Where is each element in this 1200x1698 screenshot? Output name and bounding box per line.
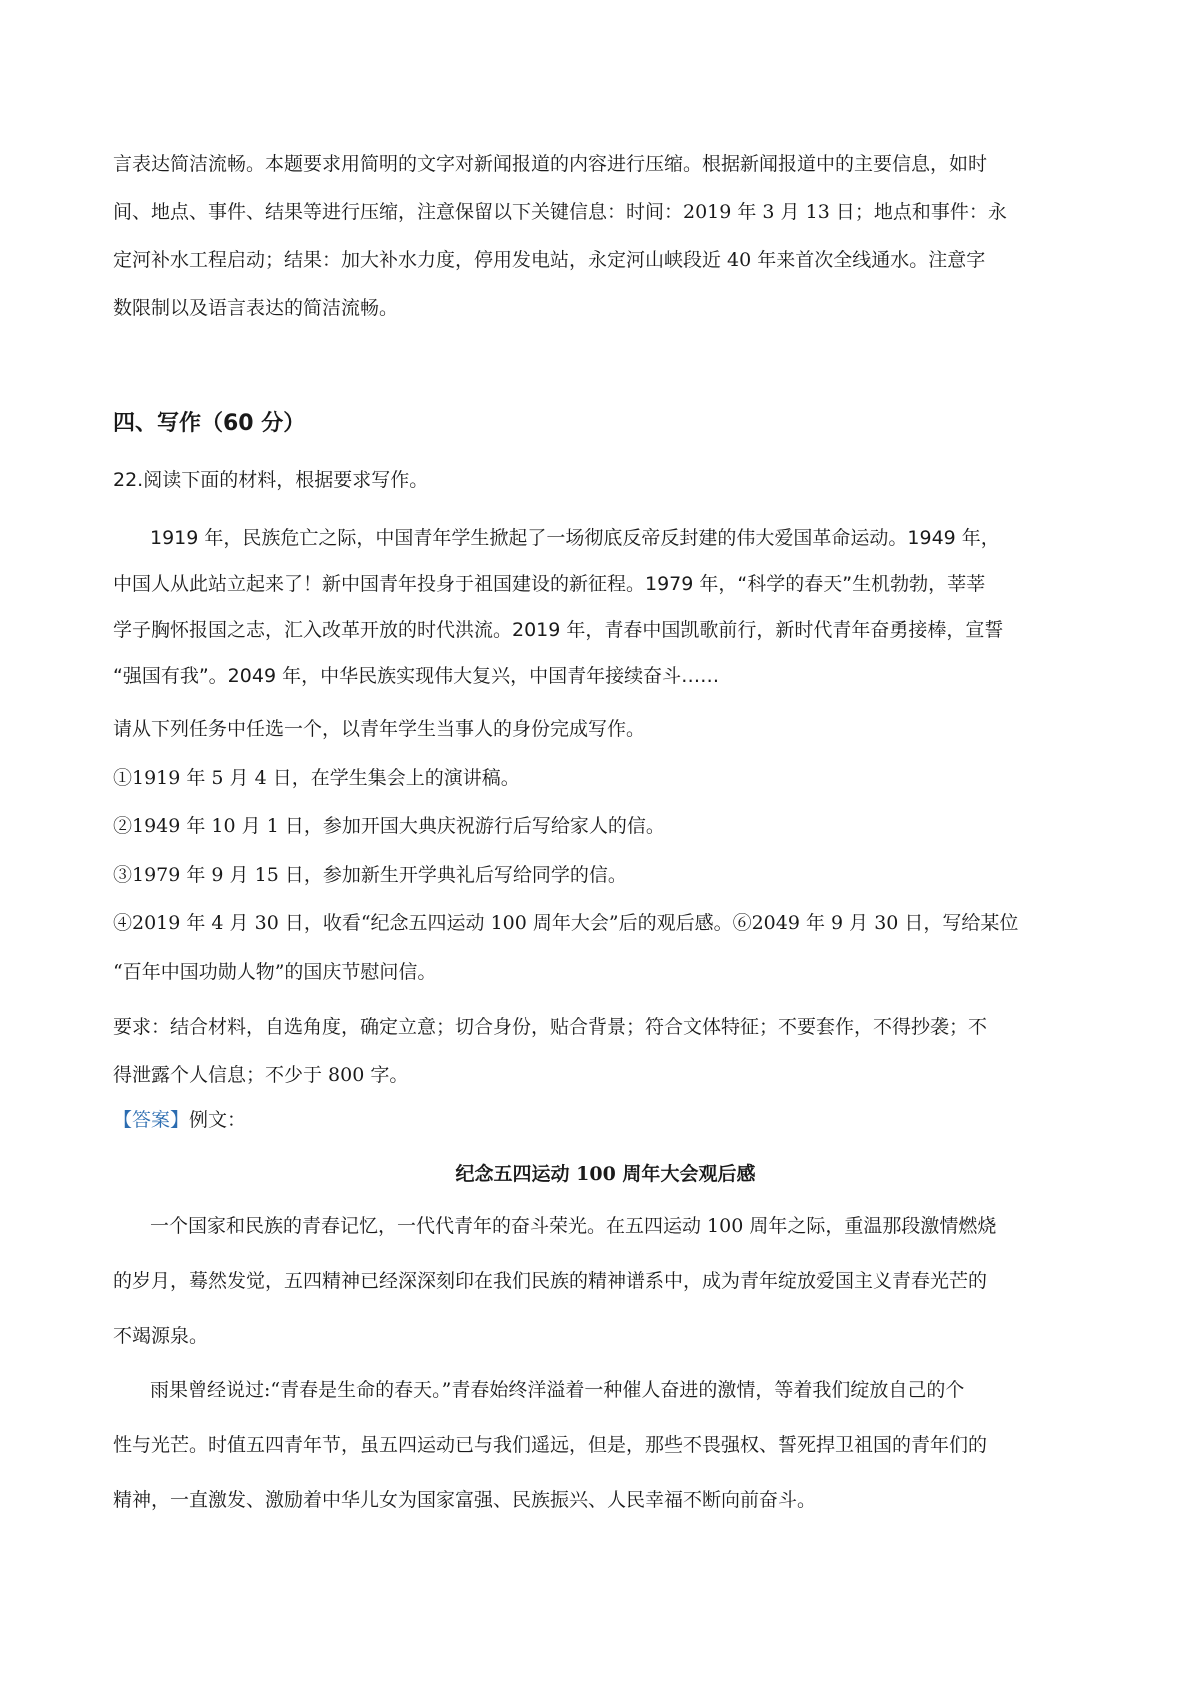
requirement-line: 要求：结合材料，自选角度，确定立意；切合身份，贴合背景；符合文体特征；不要套作，不得抄袭；不 (113, 1016, 988, 1038)
material-line: “强国有我”。2049 年，中华民族实现伟大复兴，中国青年接续奋斗…… (113, 665, 720, 687)
answer-label: 【答案】 (113, 1109, 190, 1131)
essay-line: 不竭源泉。 (113, 1325, 209, 1347)
answer-line (113, 1100, 1098, 1140)
material-line: 学子胸怀报国之志，汇入改革开放的时代洪流。2019 年，青春中国凯歌前行，新时代青年奋勇接棒，宣誓 (113, 619, 1004, 641)
essay-line: 一个国家和民族的青春记忆，一代代青年的奋斗荣光。在五四运动 100 周年之际，重温那段激情燃烧 (150, 1215, 997, 1237)
answer-suffix: 例文： (189, 1109, 247, 1131)
material-paragraph (113, 515, 1098, 699)
essay-line: 性与光芒。时值五四青年节，虽五四运动已与我们遥远，但是，那些不畏强权、誓死捍卫祖国的青年们的 (113, 1434, 988, 1456)
task-item: ②1949 年 10 月 1 日，参加开国大典庆祝游行后写给家人的信。 (113, 815, 665, 837)
material-line: 中国人从此站立起来了！新中国青年投身于祖国建设的新征程。1979 年，“科学的春天”生机勃勃，莘莘 (113, 573, 986, 595)
essay-paragraph-2 (113, 1363, 1098, 1528)
section-heading: 四、写作（60 分） (113, 411, 306, 436)
task-item: ④2019 年 4 月 30 日，收看“纪念五四运动 100 周年大会”后的观后感。⑥2049 年 9 月 30 日，写给某位 (113, 912, 1019, 934)
task-item: ③1979 年 9 月 15 日，参加新生开学典礼后写给同学的信。 (113, 863, 627, 886)
essay-paragraph-1 (113, 1199, 1098, 1364)
intro-paragraph (113, 140, 1098, 332)
essay-line: 的岁月，蓦然发觉，五四精神已经深深刻印在我们民族的精神谱系中，成为青年绽放爱国主义青春光芒的 (113, 1270, 988, 1292)
essay-line: 精神，一直激发、激励着中华儿女为国家富强、民族振兴、人民幸福不断向前奋斗。 (113, 1489, 817, 1511)
requirement-line: 得泄露个人信息；不少于 800 字。 (113, 1064, 409, 1086)
question-text: 22.阅读下面的材料，根据要求写作。 (113, 469, 429, 491)
material-line: 1919 年，民族危亡之际，中国青年学生掀起了一场彻底反帝反封建的伟大爱国革命运动。1949 年， (150, 527, 1000, 549)
task-item: ①1919 年 5 月 4 日，在学生集会上的演讲稿。 (113, 766, 520, 789)
intro-line: 间、地点、事件、结果等进行压缩，注意保留以下关键信息：时间：2019 年 3 月 13 日；地点和事件：永 (113, 201, 1007, 223)
essay-title: 纪念五四运动 100 周年大会观后感 (455, 1163, 756, 1185)
intro-line: 数限制以及语言表达的简洁流畅。 (113, 297, 399, 319)
essay-line: 雨果曾经说过:“青春是生命的春天。”青春始终洋溢着一种催人奋进的激情，等着我们绽放自己的个 (150, 1379, 965, 1401)
task-intro: 请从下列任务中任选一个，以青年学生当事人的身份完成写作。 (113, 718, 646, 740)
intro-line: 言表达简洁流畅。本题要求用简明的文字对新闻报道的内容进行压缩。根据新闻报道中的主要信息，如时 (113, 153, 988, 175)
task-item: “百年中国功勋人物”的国庆节慰问信。 (113, 960, 437, 983)
requirements (113, 1003, 1098, 1099)
task-list (113, 705, 1098, 996)
intro-line: 定河补水工程启动；结果：加大补水力度，停用发电站，永定河山峡段近 40 年来首次全线通水。注意字 (113, 249, 986, 271)
